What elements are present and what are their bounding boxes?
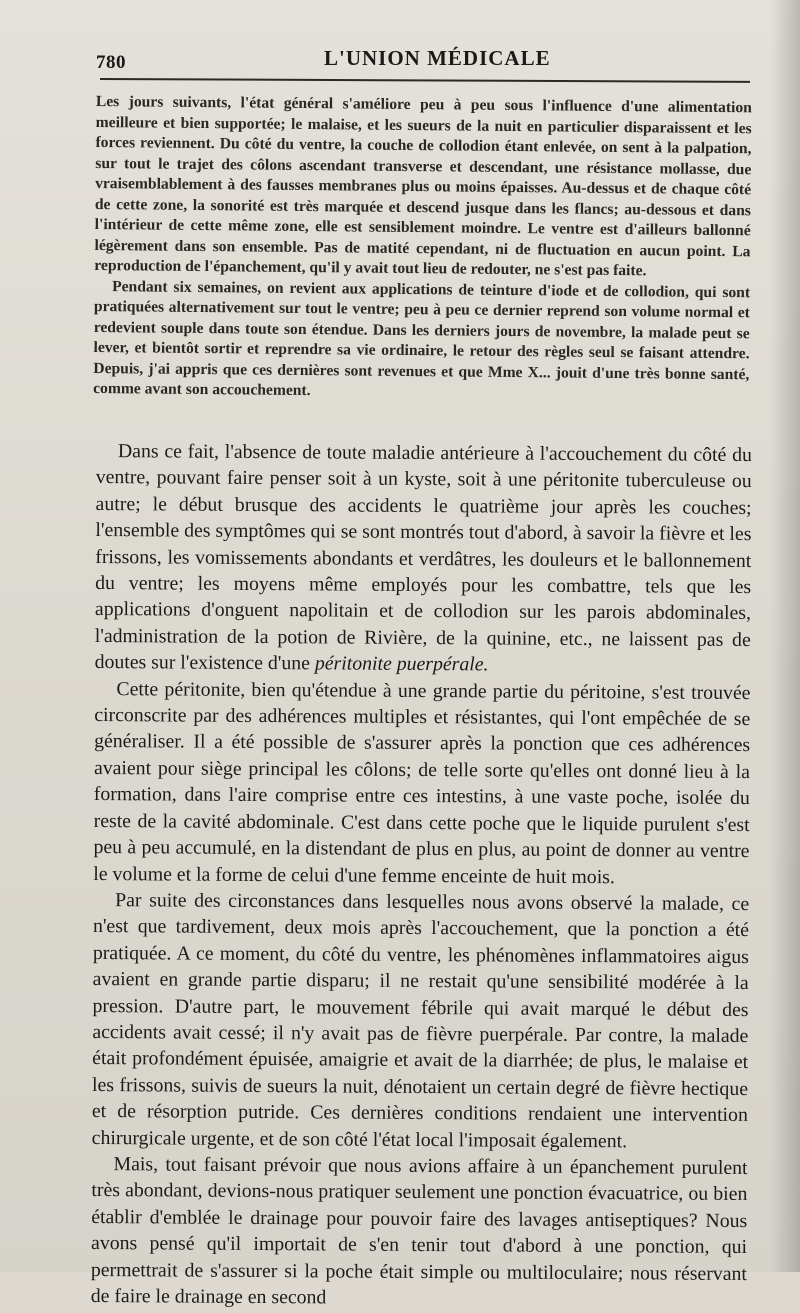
commentary-block (91, 438, 752, 1313)
case-notes-paragraph-1: Les jours suivants, l'état général s'améliore peu à peu sous l'influence d'une alimentation meilleure et bien supportée; le malaise, et les sueurs de la nuit en particulier disparaissent et les forces reviennent. Du côté du ventre, la couche de collodion étant enlevée, on sent à la palpation, sur tout le trajet des côlons ascendant transverse et descendant, une résistance mollasse, due vraisemblablement à des fausses membranes plus ou moins épaisses. Au-dessus et de chaque côté de cette zone, la sonorité est très marquée et descend jusque dans les flancs; au-dessous et dans l'intérieur de cette même zone, elle est sensiblement moindre. Le ventre est d'ailleurs ballonné légèrement dans son ensemble. Pas de matité cependant, ni de fluctuation en aucun point. La reproduction de l'épanchement, qu'il y avait tout lieu de redouter, ne s'est pas faite. (94, 92, 752, 280)
page-header (96, 44, 752, 78)
header-rule (100, 78, 750, 83)
commentary-paragraph-4: Mais, tout faisant prévoir que nous avions affaire à un épanchement purulent très abondant, devions-nous pratiquer seulement une ponction évacuatrice, ou bien établir d'emblée le drainage pour pouvoir faire des lavages antiseptiques? Nous avons pensé qu'il importait de s'en tenir tout d'abord à une ponction, qui permettrait de s'assurer si la poche était simple ou multiloculaire; nous réservant de faire le drainage en second (90, 1153, 748, 1309)
commentary-paragraph-2: Cette péritonite, bien qu'étendue à une grande partie du péritoine, s'est trouvée circonscrite par des adhérences multiples et résistantes, qui l'ont empêchée de se généraliser. Il a été possible de s'assurer après la ponction que ces adhérences avaient pour siège principal les côlons; de telle sorte qu'elles ont donné lieu à la formation, dans l'aire comprise entre ces intestins, à une vaste poche, isolée du reste de la cavité abdominale. C'est dans cette poche que le liquide purulent s'est peu à peu accumulé, en la distendant de plus en plus, au point de donner au ventre le volume et la forme de celui d'une femme enceinte de huit mois. (93, 677, 751, 888)
commentary-paragraph-3: Par suite des circonstances dans lesquelles nous avons observé la malade, ce n'est que tardivement, deux mois après l'accouchement, que la ponction a été pratiquée. A ce moment, du côté du ventre, les phénomènes inflammatoires aigus avaient en grande partie disparu; il ne restait qu'une sensibilité modérée à la pression. D'autre part, le mouvement fébrile qui avait marqué le début des accidents avait cessé; il n'y avait pas de fièvre puerpérale. Par contre, la malade était profondément épuisée, amaigrie et avait de la diarrhée; de plus, le malaise et les frissons, suivis de sueurs la nuit, dénotaient un certain degré de fièvre hectique et de résorption putride. Ces dernières conditions rendaient une intervention chirurgicale urgente, et de son côté l'état local l'imposait également. (91, 889, 750, 1152)
running-title: L'UNION MÉDICALE (324, 46, 551, 70)
commentary-paragraph-1-text: Dans ce fait, l'absence de toute maladie antérieure à l'accouchement du côté du ventre, pouvant faire penser soit à un kyste, soit à une péritonite tuberculeuse ou autre; le début brusque des accidents le quatrième jour après les couches; l'ensemble des symptômes qui se sont montrés tout d'abord, à savoir la fièvre et les frissons, les vomissements abondants et verdâtres, les douleurs et le ballonnement du ventre; les moyens même employés pour les combattre, tels que les applications d'onguent napolitain et de collodion sur les parois abdominales, l'administration de la potion de Rivière, de la quinine, etc., ne laissent pas de doutes sur l'existence d'une (94, 440, 752, 675)
page-edge-shadow (770, 0, 800, 1272)
page-number: 780 (96, 52, 126, 73)
case-notes-paragraph-2: Pendant six semaines, on revient aux applications de teinture d'iode et de collodion, qui sont pratiquées alternativement sur tout le ventre; peu à peu ce dernier reprend son volume normal et redevient souple dans toute son étendue. Dans les derniers jours de novembre, la malade peut se lever, et bientôt sortir et reprendre sa vie ordinaire, le retour des règles seul se faisant attendre. Depuis, j'ai appris que ces dernières sont revenues et que Mme X... jouit d'une très bonne santé, comme avant son accouchement. (93, 277, 751, 400)
commentary-paragraph-1 (95, 438, 752, 680)
commentary-paragraph-1-italic: péritonite puerpérale. (314, 652, 489, 676)
case-notes-block (93, 92, 752, 406)
